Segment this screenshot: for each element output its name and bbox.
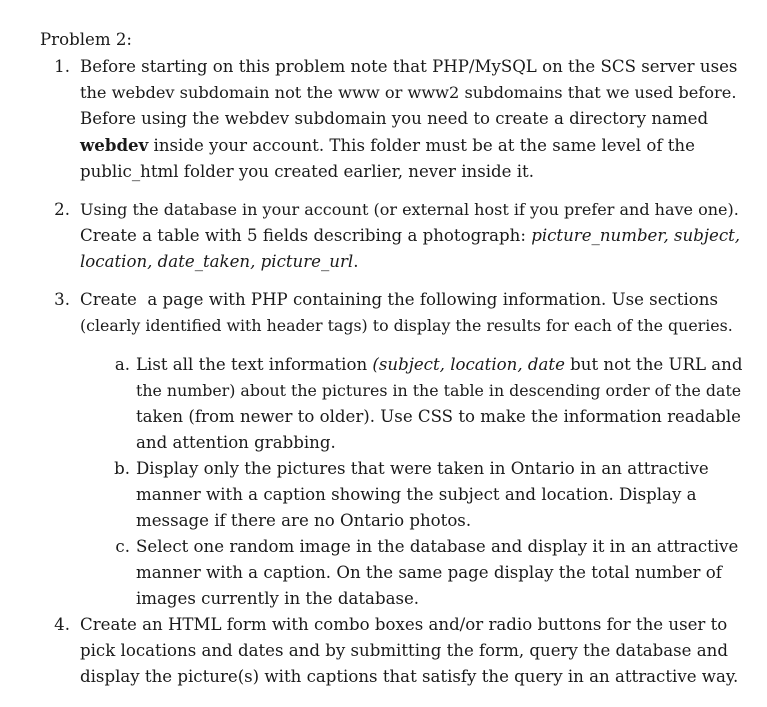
item-3-line-1: Create a page with PHP containing the following information. Use sections xyxy=(80,290,718,309)
subitem-b-line-1: Display only the pictures that were taken in Ontario in an attractive xyxy=(136,459,709,478)
webdev-bold-term: webdev xyxy=(80,135,149,155)
item-1-line-3: Before using the webdev subdomain you need to create a directory named xyxy=(80,109,709,128)
item-2-paragraph xyxy=(80,197,740,275)
subitem-a-line-1-italic: (subject, location, date xyxy=(372,355,565,374)
item-2-line-1: Using the database in your account (or external host if you prefer and have one). xyxy=(80,200,739,219)
subitem-a-line-3: taken (from newer to older). Use CSS to make the information readable xyxy=(136,407,742,426)
subitem-a-line-4: and attention grabbing. xyxy=(136,433,336,452)
subitem-c-paragraph xyxy=(136,534,746,612)
subitem-a-line-1-plain: List all the text information xyxy=(136,355,373,374)
subitem-c-line-2: manner with a caption. On the same page display the total number of xyxy=(136,563,722,582)
subitem-a-marker: a. xyxy=(114,355,130,374)
item-1-marker: 1. xyxy=(54,57,70,76)
subitem-c-line-1: Select one random image in the database and display it in an attractive xyxy=(136,537,739,556)
item-4-line-1: Create an HTML form with combo boxes and/or radio buttons for the user to xyxy=(80,615,728,634)
item-4-paragraph xyxy=(80,612,740,690)
item-1-line-5: public_html folder you created earlier, never inside it. xyxy=(80,162,534,181)
item-3-line-2: (clearly identified with header tags) to display the results for each of the queries. xyxy=(80,316,733,335)
item-1-line-4-rest: inside your account. This folder must be at the same level of the xyxy=(148,136,695,155)
subitem-b-line-2: manner with a caption showing the subject and location. Display a xyxy=(136,485,697,504)
item-2-line-2-plain: Create a table with 5 fields describing a photograph: xyxy=(80,226,532,245)
subitem-b-paragraph xyxy=(136,456,746,534)
subitem-a-line-2: the number) about the pictures in the table in descending order of the date xyxy=(136,381,742,400)
item-2-marker: 2. xyxy=(54,200,70,219)
item-4-marker: 4. xyxy=(54,615,70,634)
item-1-line-1: Before starting on this problem note that PHP/MySQL on the SCS server uses xyxy=(80,57,738,76)
subitem-c-line-3: images currently in the database. xyxy=(136,589,420,608)
item-2-line-3-fields: location, date_taken, picture_url xyxy=(80,252,354,271)
subitem-c-marker: c. xyxy=(115,537,130,556)
subitem-a-paragraph xyxy=(136,352,746,456)
item-3-marker: 3. xyxy=(54,290,70,309)
item-2-line-2 xyxy=(80,223,740,249)
item-4-line-2: pick locations and dates and by submitting the form, query the database and xyxy=(80,641,728,660)
item-2-line-3 xyxy=(80,249,740,275)
item-2-line-2-fields: picture_number, subject, xyxy=(531,226,741,245)
subitem-b-line-3: message if there are no Ontario photos. xyxy=(136,511,472,530)
item-2-line-3-end: . xyxy=(353,252,359,271)
item-1-paragraph xyxy=(80,54,740,185)
item-1-line-4 xyxy=(80,132,740,159)
item-3-paragraph xyxy=(80,287,740,339)
subitem-a-line-1 xyxy=(136,352,746,378)
item-4-line-3: display the picture(s) with captions that satisfy the query in an attractive way. xyxy=(80,667,739,686)
item-1-line-2: the webdev subdomain not the www or www2 subdomains that we used before. xyxy=(80,83,737,102)
subitem-a-line-1-rest: but not the URL and xyxy=(564,355,743,374)
problem-heading: Problem 2: xyxy=(40,30,132,49)
subitem-b-marker: b. xyxy=(114,459,130,478)
